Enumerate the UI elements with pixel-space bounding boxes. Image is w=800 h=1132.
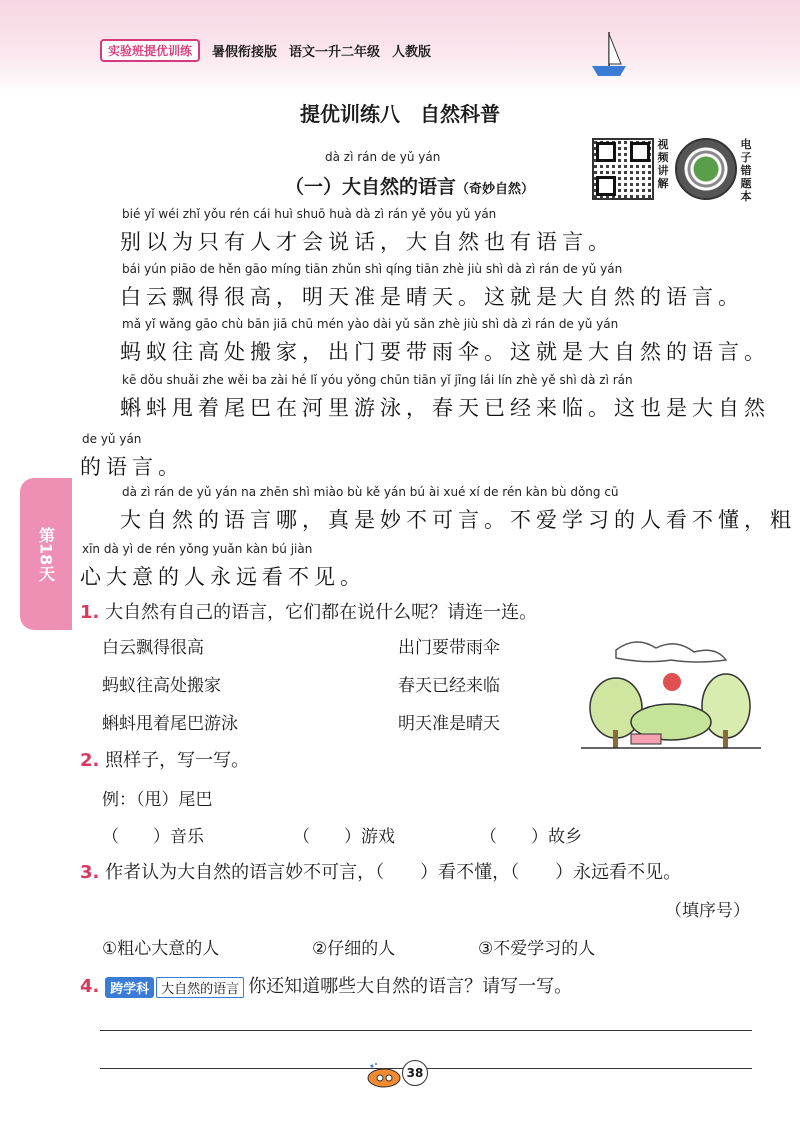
question-4 — [80, 972, 572, 998]
subtitle-pinyin: dà zì rán de yǔ yán — [325, 150, 441, 164]
poem-pinyin-2: bái yún piāo de hěn gāo míng tiān zhǔn shì qíng tiān zhè jiù shì dà zì rán de yǔ yán — [122, 262, 623, 276]
question-1-text: 大自然有自己的语言，它们都在说什么呢？请连一连。 — [105, 602, 538, 623]
question-4-text: 你还知道哪些大自然的语言？请写一写。 — [248, 976, 573, 997]
subject-label: 语文一升二年级 — [289, 44, 381, 60]
q2-blank-3[interactable]: （ ）故乡 — [480, 827, 582, 847]
brand-label: 实验班提优训练 — [100, 39, 200, 62]
q2-example: 例：（甩）尾巴 — [102, 790, 213, 810]
q2-blank-1[interactable]: （ ）音乐 — [102, 827, 204, 847]
publisher-label: 人教版 — [392, 44, 432, 60]
q2-blank-2[interactable]: （ ）游戏 — [293, 827, 395, 847]
question-3-text[interactable]: 作者认为大自然的语言妙不可言，（ ）看不懂，（ ）永远看不见。 — [105, 862, 682, 883]
book-header — [100, 38, 431, 62]
poem-pinyin-4: kē dǒu shuǎi zhe wěi ba zài hé lǐ yóu yǒng chūn tiān yǐ jīng lái lín zhè yě shì dà zì rán — [122, 373, 633, 387]
q1-left-item-3[interactable]: 蝌蚪甩着尾巴游泳 — [102, 714, 238, 734]
q3-option-3: ③不爱学习的人 — [478, 939, 596, 959]
question-2 — [80, 746, 249, 772]
cross-subject-tag: 跨学科 — [105, 977, 154, 998]
poem-line-2: 白云飘得很高，明天准是晴天。这就是大自然的语言。 — [120, 285, 744, 309]
edition-label: 暑假衔接版 — [212, 44, 278, 60]
poem-line-4: 蝌蚪甩着尾巴在河里游泳，春天已经来临。这也是大自然 — [120, 396, 770, 420]
poem-line-7: 心大意的人永远看不见。 — [80, 565, 366, 589]
q3-option-1: ①粗心大意的人 — [102, 939, 220, 959]
poem-line-3: 蚂蚁往高处搬家，出门要带雨伞。这就是大自然的语言。 — [120, 340, 770, 364]
poem-pinyin-3: mǎ yǐ wǎng gāo chù bān jiā chū mén yào dài yǔ sǎn zhè jiù shì dà zì rán de yǔ yán — [122, 317, 619, 331]
q1-right-item-2[interactable]: 春天已经来临 — [398, 676, 500, 696]
passage-title — [285, 172, 534, 199]
q1-right-item-1[interactable]: 出门要带雨伞 — [398, 638, 500, 658]
q1-left-item-1[interactable]: 白云飘得很高 — [102, 638, 204, 658]
q1-right-item-3[interactable]: 明天准是晴天 — [398, 714, 500, 734]
video-qr-label: 视频讲解 — [657, 138, 669, 190]
topic-tag: 大自然的语言 — [156, 977, 244, 998]
question-1 — [80, 598, 537, 624]
answer-line-1[interactable] — [100, 1030, 752, 1031]
page-title: 提优训练八 自然科普 — [300, 102, 500, 126]
poem-pinyin-6: dà zì rán de yǔ yán na zhēn shì miào bù kě yán bú ài xué xí de rén kàn bù dǒng cū — [122, 485, 619, 499]
sailboat-icon — [588, 30, 630, 80]
question-3-number: 3. — [80, 862, 100, 883]
q3-hint: （填序号） — [665, 901, 750, 921]
passage-title-note: （奇妙自然） — [456, 182, 535, 197]
question-2-text: 照样子，写一写。 — [105, 750, 250, 771]
nature-illustration — [576, 630, 766, 755]
poem-pinyin-1: bié yǐ wéi zhǐ yǒu rén cái huì shuō huà dà zì rán yě yǒu yǔ yán — [122, 207, 497, 221]
poem-line-6: 大自然的语言哪，真是妙不可言。不爱学习的人看不懂，粗 — [120, 508, 796, 532]
question-3 — [80, 858, 681, 884]
question-2-number: 2. — [80, 750, 100, 771]
poem-pinyin-5: de yǔ yán — [82, 432, 142, 446]
submarine-icon — [362, 1062, 402, 1090]
page-number: 38 — [402, 1060, 428, 1086]
day-tab: 第18天 — [20, 478, 72, 630]
poem-pinyin-7: xīn dà yì de rén yǒng yuǎn kàn bú jiàn — [82, 542, 313, 556]
error-book-qr-code[interactable] — [675, 138, 737, 200]
q3-option-2: ②仔细的人 — [312, 939, 396, 959]
error-book-qr-label: 电子错题本 — [740, 138, 752, 203]
poem-line-1: 别以为只有人才会说话，大自然也有语言。 — [120, 230, 614, 254]
q1-left-item-2[interactable]: 蚂蚁往高处搬家 — [102, 676, 221, 696]
poem-line-5: 的语言。 — [80, 455, 184, 479]
passage-title-text: （一）大自然的语言 — [285, 176, 457, 198]
video-qr-code[interactable] — [592, 138, 654, 200]
question-4-number: 4. — [80, 976, 100, 997]
question-1-number: 1. — [80, 602, 100, 623]
